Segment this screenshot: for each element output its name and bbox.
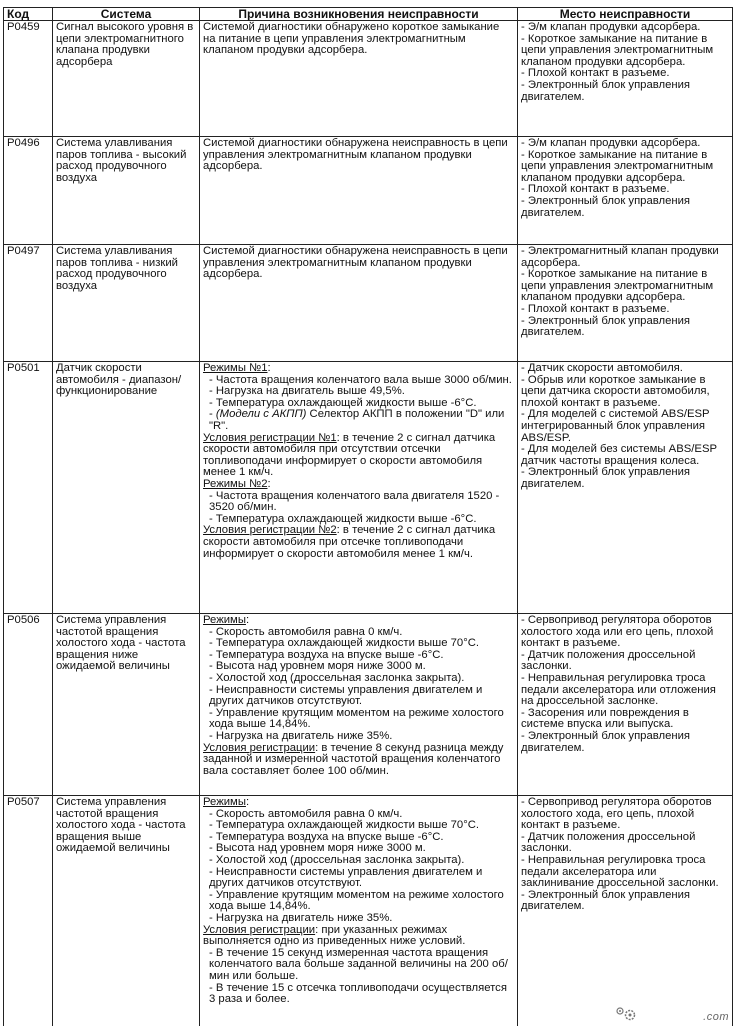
row-cause: Режимы: - Скорость автомобиля равна 0 км/ч. - Температура охлаждающей жидкости выше 70°С. - Температура воздуха на впуске выше -6°С. - Высота над уровнем моря ниже 3000 м. - Холостой ход (дроссельная заслонка закрыта). - Неисправности системы управления двигателем и других датчиков отсутствуют. - Управление крутящим моментом на режиме холостого хода выше 14,84%. - Нагрузка на двигатель ниже 35%. Условия регистрации: в течение 8 секунд разница между заданной и измеренной частотой вращения коленчатого вала составляет более 100 об/мин. [200,614,518,796]
mode-item: - Скорость автомобиля равна 0 км/ч. [209,807,403,820]
location-item: - Электронный блок управления двигателем. [521,729,691,754]
header-location: Место неисправности [518,8,733,21]
reg1-text: : в течение 2 с сигнал датчика скорости автомобиля при отсутствии отсечки топливоподачи информирует о скорости автомобиля менее 1 км/ч. [203,431,496,479]
row-cause: Системой диагностики обнаружена неисправность в цепи управления электромагнитным клапаном продувки адсорбера. [200,137,518,245]
dtc-table [3,7,733,1026]
location-item: - Неправильная регулировка троса педали акселератора или заклинивание дроссельной заслонки. [521,853,719,890]
location-item: - Э/м клапан продувки адсорбера. [521,137,701,149]
location-item: - Датчик положения дроссельной заслонки. [521,830,696,855]
location-item: - Электромагнитный клапан продувки адсорбера. [521,245,719,269]
modes-title: Режимы [203,796,246,808]
reg-item: - В течение 15 с отсечка топливоподачи осуществляется 3 раза и более. [209,981,507,1006]
mode-item: - Нагрузка на двигатель ниже 35%. [209,911,393,924]
location-item: - Сервопривод регулятора оборотов холостого хода, его цепь, плохой контакт в разъеме. [521,796,712,832]
row-location [518,245,733,362]
location-item: - Электронный блок управления двигателем. [521,194,691,219]
row-code: P0497 [4,245,53,362]
location-item: - Датчик положения дроссельной заслонки. [521,648,696,673]
reg2-text: : в течение 2 с сигнал датчика скорости автомобиля при отсечке топливоподачи информирует о скорости автомобиля менее 1 км/ч. [203,524,496,560]
row-location [518,137,733,245]
location-item: - Электронный блок управления двигателем. [521,888,691,913]
row-system: Датчик скорости автомобиля - диапазон/ функционирование [53,362,200,614]
table-row [4,796,733,1026]
mode-item: - Управление крутящим моментом на режиме холостого хода выше 14,84%. [209,706,504,731]
mode-item: - Температура воздуха на впуске выше -6°С. [209,830,444,843]
table-header-row [4,8,733,21]
mode-item: - Температура охлаждающей жидкости выше -6°С. [209,512,477,525]
table-row [4,137,733,245]
mode-item: - Нагрузка на двигатель выше 49,5%. [209,385,405,398]
location-item: - Засорения или повреждения в системе впуска или выпуска. [521,706,689,731]
row-system: Сигнал высокого уровня в цепи электромагнитного клапана продувки адсорбера [53,21,200,137]
mode-item: - Температура охлаждающей жидкости выше 70°С. [209,819,480,832]
reg2-title: Условия регистрации №2 [203,524,337,537]
location-item: - Плохой контакт в разъеме. [521,302,670,315]
table-row [4,362,733,614]
mode-item: - Управление крутящим моментом на режиме холостого хода выше 14,84%. [209,888,504,913]
reg-item: - В течение 15 секунд измеренная частота вращения коленчатого вала больше заданной величины на 200 об/мин или больше. [209,946,508,982]
location-item: - Электронный блок управления двигателем. [521,466,691,490]
row-system: Система управления частотой вращения холостого хода - частота вращения выше ожидаемой величины [53,796,200,1026]
location-item: - Плохой контакт в разъеме. [521,67,670,80]
row-system: Система улавливания паров топлива - низкий расход продувочного воздуха [53,245,200,362]
mode-item: - Нагрузка на двигатель ниже 35%. [209,729,393,742]
table-row [4,614,733,796]
row-location [518,614,733,796]
footer-watermark [611,1003,731,1025]
reg-title: Условия регистрации [203,923,316,936]
location-item: - Короткое замыкание на питание в цепи управления электромагнитным клапаном продувки адсорбера. [521,148,714,184]
watermark-text: .com [703,1011,729,1023]
model-note-text: Селектор АКПП в положении "D" или "R". [209,408,505,432]
model-note: (Модели с АКПП) [215,408,307,421]
header-code: Код [4,8,53,21]
mode-item: - Неисправности системы управления двигателем и других датчиков отсутствуют. [209,865,483,890]
row-code: P0496 [4,137,53,245]
header-system: Система [53,8,200,21]
table-row [4,245,733,362]
mode-item: - Температура воздуха на впуске выше -6°С. [209,648,444,661]
mode-item: - Температура охлаждающей жидкости выше -6°С. [209,396,477,409]
gear-icon [623,1008,637,1022]
reg-title: Условия регистрации [203,741,316,754]
row-location [518,796,733,1026]
row-system: Система улавливания паров топлива - высокий расход продувочного воздуха [53,137,200,245]
row-cause: Режимы №1: - Частота вращения коленчатого вала выше 3000 об/мин. - Нагрузка на двигатель выше 49,5%. - Температура охлаждающей жидкости выше -6°С. - (Модели с АКПП) Селектор АКПП в положении "D" или "R". Условия регистрации №1: в течение 2 с сигнал датчика скорости автомобиля при отсутствии отсечки топливоподачи информирует о скорости автомобиля менее 1 км/ч. Режимы №2: - Частота вращения коленчатого вала двигателя 1520 - 3520 об/мин. - Температура охлаждающей жидкости выше -6°С. Условия регистрации №2: в течение 2 с сигнал датчика скорости автомобиля при отсечке топливоподачи информирует о скорости автомобиля менее 1 км/ч. [200,362,518,614]
row-code: P0507 [4,796,53,1026]
reg1-title: Условия регистрации №1 [203,431,337,444]
mode-item: - Холостой ход (дроссельная заслонка закрыта). [209,671,465,684]
row-code: P0501 [4,362,53,614]
reg-text: : при указанных режимах выполняется одно из приведенных ниже условий. [203,923,466,948]
mode-item: - Неисправности системы управления двигателем и других датчиков отсутствуют. [209,683,483,708]
location-item: - Электронный блок управления двигателем. [521,78,691,103]
mode-item: - Высота над уровнем моря ниже 3000 м. [209,842,426,855]
location-item: - Датчик скорости автомобиля. [521,362,683,374]
mode-item: - Температура охлаждающей жидкости выше 70°С. [209,637,480,650]
location-item: - Для моделей с системой ABS/ESP интегрированный блок управления ABS/ESP. [521,408,710,444]
row-location [518,362,733,614]
location-item: - Для моделей без системы ABS/ESP датчик частоты вращения колеса. [521,443,717,467]
mode-item: - Частота вращения коленчатого вала двигателя 1520 - 3520 об/мин. [209,489,500,514]
location-item: - Плохой контакт в разъеме. [521,183,670,196]
row-location [518,21,733,137]
location-item: - Сервопривод регулятора оборотов холостого хода или его цепь, плохой контакт в разъеме. [521,614,714,650]
table-row [4,21,733,137]
mode1-title: Режимы №1 [203,362,268,374]
mode-item: - Холостой ход (дроссельная заслонка закрыта). [209,853,465,866]
location-item: - Э/м клапан продувки адсорбера. [521,21,701,33]
row-code: P0459 [4,21,53,137]
location-item: - Неправильная регулировка троса педали акселератора или отложения на дроссельной заслонке. [521,671,716,708]
location-item: - Короткое замыкание на питание в цепи управления электромагнитным клапаном продувки адсорбера. [521,32,714,68]
mode-item: - Частота вращения коленчатого вала выше 3000 об/мин. [209,373,512,386]
row-cause: Системой диагностики обнаружено короткое замыкание на питание в цепи управления электромагнитным клапаном продувки адсорбера. [200,21,518,137]
row-code: P0506 [4,614,53,796]
header-cause: Причина возникновения неисправности [200,8,518,21]
modes-title: Режимы [203,614,246,626]
location-item: - Электронный блок управления двигателем. [521,314,691,339]
location-item: - Короткое замыкание на питание в цепи управления электромагнитным клапаном продувки адсорбера. [521,268,714,304]
mode-item: - Высота над уровнем моря ниже 3000 м. [209,660,426,673]
location-item: - Обрыв или короткое замыкание в цепи датчика скорости автомобиля, плохой контакт в разъеме. [521,373,710,409]
row-system: Система управления частотой вращения холостого хода - частота вращения ниже ожидаемой величины [53,614,200,796]
row-cause: Системой диагностики обнаружена неисправность в цепи управления электромагнитным клапаном продувки адсорбера. [200,245,518,362]
row-cause: Режимы: - Скорость автомобиля равна 0 км/ч. - Температура охлаждающей жидкости выше 70°С. - Температура воздуха на впуске выше -6°С. - Высота над уровнем моря ниже 3000 м. - Холостой ход (дроссельная заслонка закрыта). - Неисправности системы управления двигателем и других датчиков отсутствуют. - Управление крутящим моментом на режиме холостого хода выше 14,84%. - Нагрузка на двигатель ниже 35%. Условия регистрации: при указанных режимах выполняется одно из приведенных ниже условий. - В течение 15 секунд измеренная частота вращения коленчатого вала больше заданной величины на 200 об/мин или больше. - В течение 15 с отсечка топливоподачи осуществляется 3 раза и более. [200,796,518,1026]
mode2-title: Режимы №2 [203,477,268,490]
mode-item: - Скорость автомобиля равна 0 км/ч. [209,625,403,638]
reg-text: : в течение 8 секунд разница между заданной и измеренной частотой вращения коленчатого вала составляет более 100 об/мин. [203,741,504,777]
